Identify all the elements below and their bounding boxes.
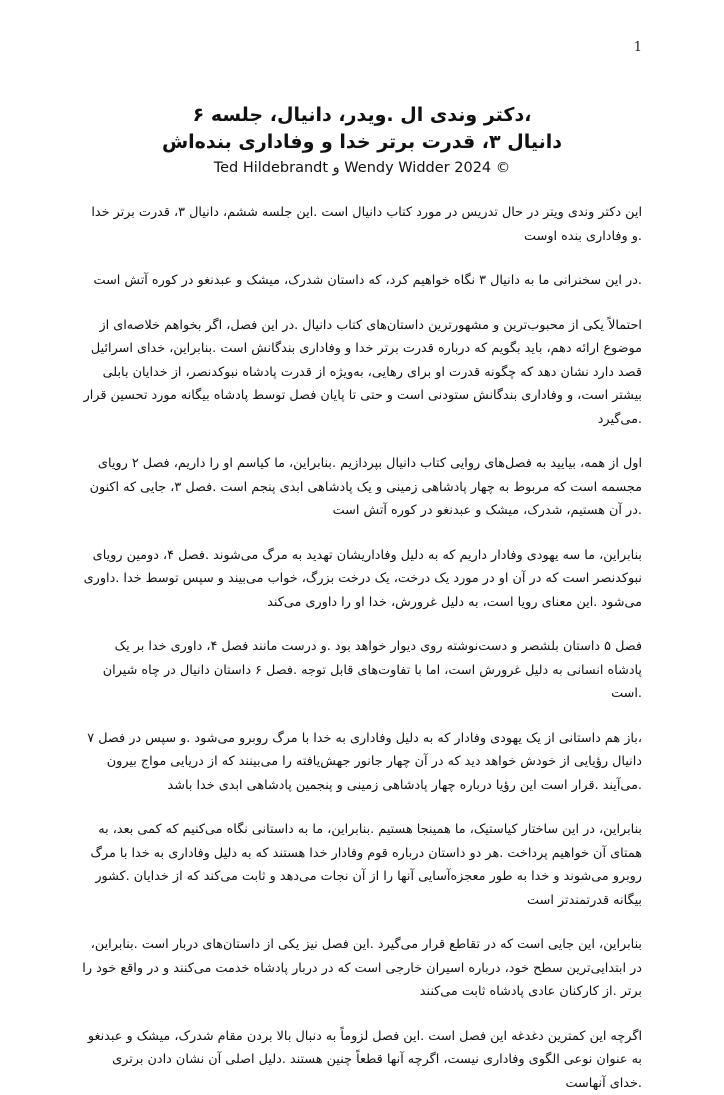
body-text [82,201,642,1095]
title-line-2: دانیال ۳، قدرت برتر خدا و وفاداری بنده‌اش [82,129,642,156]
paragraph-7: ،باز هم داستانی از یک یهودی وفادار که به دلیل وفاداری به خدا با مرگ روبرو می‌شود .و سپس در فصل ۷ دانیال رؤیایی از خودش خواهد دید که در آن چهار جانور جهش‌یافته را می‌بینند که از دریایی مواج بیرون .می‌آیند .قرار است این رؤیا درباره چهار پادشاهی زمینی و پنجمین پادشاهی ابدی خدا باشد [82,727,642,798]
paragraph-3: احتمالاً یکی از محبوب‌ترین و مشهورترین داستان‌های کتاب دانیال .در این فصل، اگر بخواهم خلاصه‌ای از موضوع ارائه دهم، باید بگویم که درباره قدرت برتر خدا و وفاداری بندگانش است .بنابراین، خدای اسرائیل قصد دارد نشان دهد که چگونه قدرت او برای رهایی، به‌ویژه از قدرت پادشاه نبوکدنصر، از خدایان بابلی بیشتر است، و وفاداری بندگانش ستودنی است و حتی تا پایان فصل توسط پادشاه بیگانه مورد تحسین قرار .می‌گیرد [82,314,642,432]
paragraph-5: بنابراین، ما سه یهودی وفادار داریم که به دلیل وفاداریشان تهدید به مرگ می‌شوند .فصل ۴، دومین رویای نبوکدنصر است که در آن او در مورد یک درخت، یک درخت بزرگ، خواب می‌بیند و سپس توسط خدا .داوری می‌شود .این معنای رویا است، به دلیل غرورش، خدا او را داوری می‌کند [82,544,642,615]
paragraph-2: .در این سخنرانی ما به دانیال ۳ نگاه خواهیم کرد، که داستان شدرک، میشک و عبدنغو در کوره آتش است [82,269,642,293]
paragraph-8: بنابراین، در این ساختار کیاستیک، ما همینجا هستیم .بنابراین، ما به داستانی نگاه می‌کنیم که کمی بعد، به همتای آن خواهیم پرداخت .هر دو داستان درباره قوم وفادار خدا هستند که به دلیل وفاداری به خدا با مرگ روبرو می‌شوند و خدا به طور معجزه‌آسایی آنها را از آن نجات می‌دهد و ثابت می‌کند که از خدایان .کشور بیگانه قدرتمندتر است [82,818,642,912]
paragraph-1: این دکتر وندی ویتر در حال تدریس در مورد کتاب دانیال است .این جلسه ششم، دانیال ۳، قدرت برتر خدا .و وفاداری بنده اوست [82,201,642,248]
copyright-line: © 2024 Wendy Widder و Ted Hildebrandt [82,158,642,179]
title-line-1: ،دکتر وندی ال .ویدر، دانیال، جلسه ۶ [82,102,642,129]
paragraph-9: بنابراین، این جایی است که در تقاطع قرار می‌گیرد .این فصل نیز یکی از داستان‌های دربار است .بنابراین، در ابتدایی‌ترین سطح خود، درباره اسیران خارجی است که در دربار پادشاه خدمت می‌کنند و در واقع خود را برتر .از کارکنان عادی پادشاه ثابت می‌کنند [82,933,642,1004]
page-number: 1 [634,40,642,55]
paragraph-4: اول از همه، بیایید به فصل‌های روایی کتاب دانیال بپردازیم .بنابراین، ما کیاسم او را داریم، فصل ۲ رویای مجسمه است که مربوط به چهار پادشاهی زمینی و یک پادشاهی ابدی پنجم است .فصل ۳، جایی که اکنون .در آن هستیم، شدرک، میشک و عبدنغو در کوره آتش است [82,452,642,523]
paragraph-6: فصل ۵ داستان بلشصر و دست‌نوشته روی دیوار خواهد بود .و درست مانند فصل ۴، داوری خدا بر یک پادشاه انسانی به دلیل غرورش است، اما با تفاوت‌های قابل توجه .فصل ۶ داستان دانیال در چاه شیران .است [82,635,642,706]
title-block [82,102,642,179]
paragraph-10: اگرچه این کمترین دغدغه این فصل است .این فصل لزوماً به دنبال بالا بردن مقام شدرک، میشک و عبدنغو به عنوان نوعی الگوی وفاداری نیست، اگرچه آنها قطعاً چنین هستند .دلیل اصلی آن نشان دادن برتری .خدای آنهاست [82,1025,642,1095]
